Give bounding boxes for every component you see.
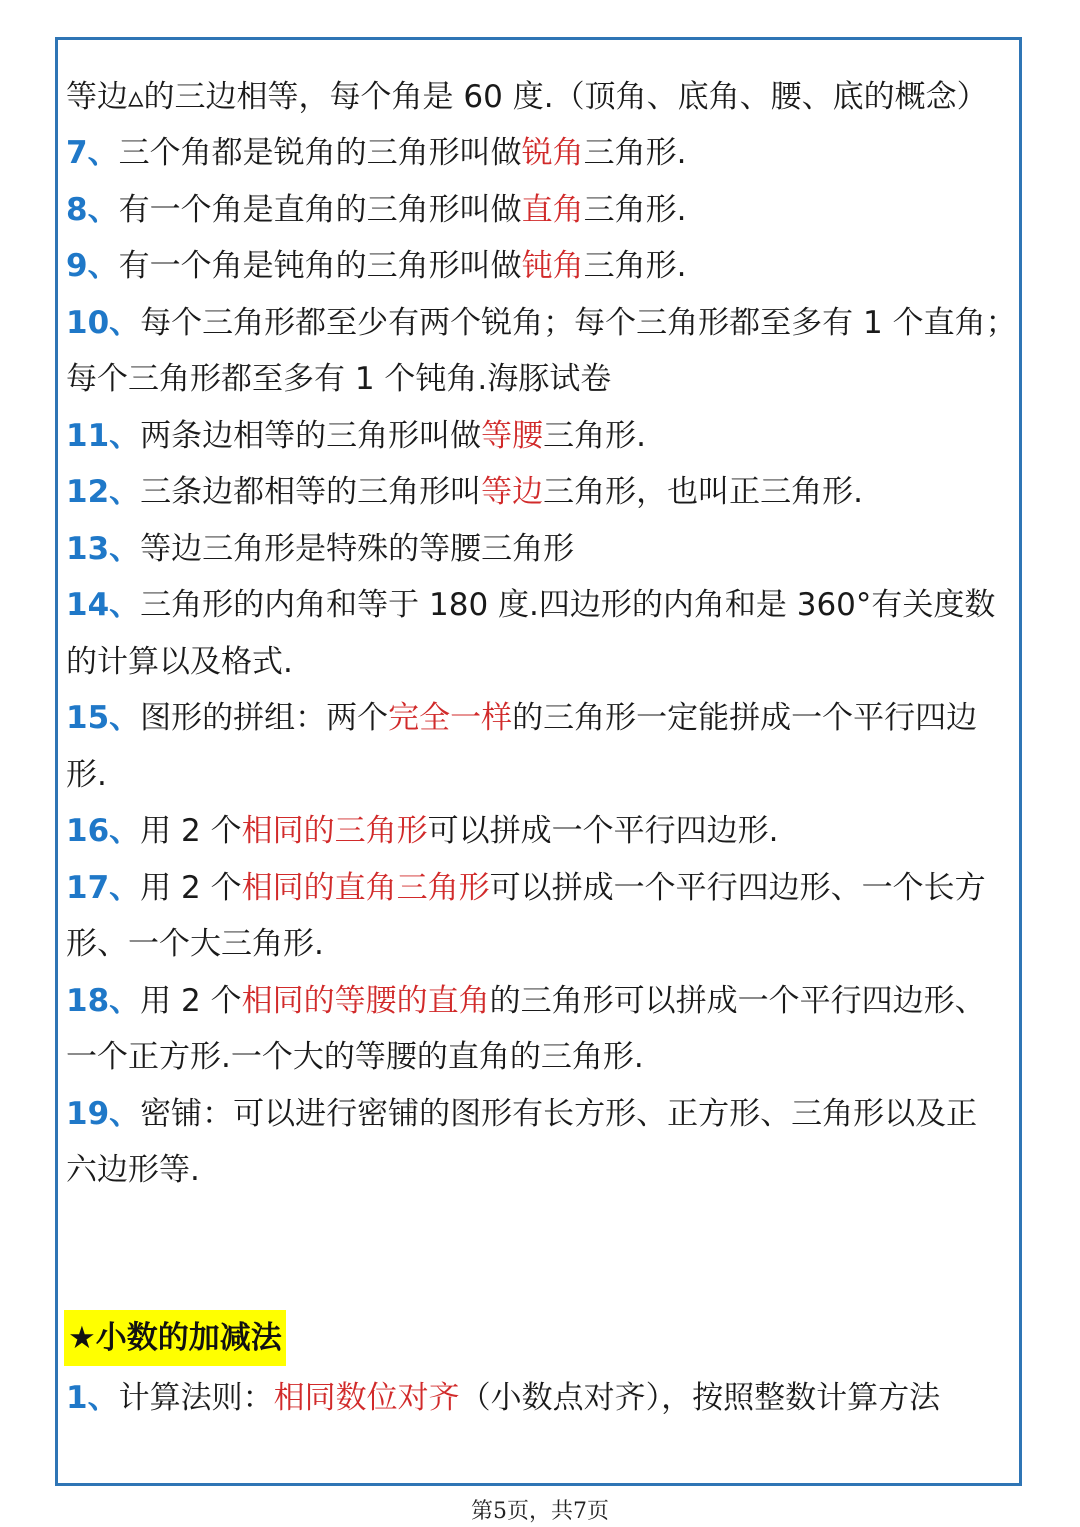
text-line [66, 351, 611, 407]
text-line [66, 69, 988, 125]
text-segment: 三角形. [583, 248, 687, 284]
text-segment: 三角形. [583, 192, 687, 228]
list-item-11 [66, 408, 646, 464]
text-line [66, 1142, 200, 1198]
item-number: 9、 [66, 248, 119, 284]
text-segment: 三条边都相等的三角形叫 [140, 474, 482, 510]
item-number: 14、 [66, 587, 141, 623]
text-segment: 一个正方形.一个大的等腰的直角的三角形. [66, 1039, 644, 1075]
list-item-16 [66, 803, 778, 859]
text-segment: 等边三角形是特殊的等腰三角形 [140, 531, 575, 567]
highlight-term: 相同的等腰的直角 [241, 983, 490, 1019]
list-item-12 [66, 464, 863, 520]
list-item-10 [66, 295, 1017, 351]
text-line [66, 1029, 644, 1085]
item-number: 1、 [66, 1380, 119, 1416]
section-list-item-1 [66, 1370, 940, 1426]
text-segment: 图形的拼组：两个 [140, 700, 389, 736]
list-item-9 [66, 238, 686, 294]
highlight-term: 相同的三角形 [241, 813, 428, 849]
text-segment: 用 2 个 [140, 870, 242, 906]
list-item-8 [66, 182, 686, 238]
highlight-term: 完全一样 [388, 700, 513, 736]
highlight-term: 等边 [481, 474, 544, 510]
text-segment: 三角形. [543, 418, 646, 454]
text-segment: 两条边相等的三角形叫做 [140, 418, 482, 454]
item-number: 17、 [66, 870, 141, 906]
text-segment: 三角形的内角和等于 180 度.四边形的内角和是 360°有关度数 [140, 587, 996, 623]
text-segment: 的三角形一定能拼成一个平行四边 [512, 700, 978, 736]
item-number: 8、 [66, 192, 119, 228]
highlight-term: 相同的直角三角形 [241, 870, 490, 906]
item-number: 18、 [66, 983, 141, 1019]
highlight-term: 直角 [521, 192, 584, 228]
list-item-7 [66, 125, 686, 181]
text-segment: 可以拼成一个平行四边形. [427, 813, 779, 849]
item-number: 13、 [66, 531, 141, 567]
text-segment: 可以拼成一个平行四边形、一个长方 [489, 870, 986, 906]
text-segment: 三角形，也叫正三角形. [543, 474, 863, 510]
text-segment: 计算法则： [118, 1380, 274, 1416]
text-segment: 用 2 个 [140, 983, 242, 1019]
highlight-term: 等腰 [481, 418, 544, 454]
text-segment: 密铺：可以进行密铺的图形有长方形、正方形、三角形以及正 [140, 1096, 978, 1132]
list-item-19 [66, 1086, 977, 1142]
text-segment: 形. [66, 757, 107, 793]
highlight-term: 锐角 [521, 135, 584, 171]
text-segment: 的三角形可以拼成一个平行四边形、 [489, 983, 986, 1019]
item-number: 7、 [66, 135, 119, 171]
text-segment: 有一个角是直角的三角形叫做 [118, 192, 522, 228]
item-number: 10、 [66, 305, 141, 341]
text-line [66, 634, 293, 690]
text-line [66, 916, 324, 972]
text-segment: 形、一个大三角形. [66, 926, 324, 962]
item-number: 12、 [66, 474, 141, 510]
highlight-term: 相同数位对齐 [273, 1380, 460, 1416]
item-number: 19、 [66, 1096, 141, 1132]
section-heading: ★小数的加减法 [64, 1310, 286, 1366]
item-number: 16、 [66, 813, 141, 849]
list-item-13 [66, 521, 574, 577]
text-segment: 用 2 个 [140, 813, 242, 849]
text-segment: 每个三角形都至多有 1 个钝角.海豚试卷 [66, 361, 612, 397]
item-number: 15、 [66, 700, 141, 736]
text-segment: 三角形. [583, 135, 687, 171]
text-segment: 的计算以及格式. [66, 644, 293, 680]
list-item-14 [66, 577, 995, 633]
text-line [66, 747, 107, 803]
text-segment: 六边形等. [66, 1152, 200, 1188]
item-number: 11、 [66, 418, 141, 454]
text-segment: （小数点对齐），按照整数计算方法 [459, 1380, 941, 1416]
text-segment: 三个角都是锐角的三角形叫做 [118, 135, 522, 171]
highlight-term: 钝角 [521, 248, 584, 284]
list-item-18 [66, 973, 986, 1029]
page-footer: 第5页，共7页 [471, 1499, 609, 1524]
list-item-17 [66, 860, 986, 916]
text-segment: 每个三角形都至少有两个锐角；每个三角形都至多有 1 个直角； [140, 305, 1017, 341]
text-segment: 等边▵的三边相等，每个角是 60 度.（顶角、底角、腰、底的概念） [66, 79, 988, 115]
list-item-15 [66, 690, 977, 746]
text-segment: 有一个角是钝角的三角形叫做 [118, 248, 522, 284]
